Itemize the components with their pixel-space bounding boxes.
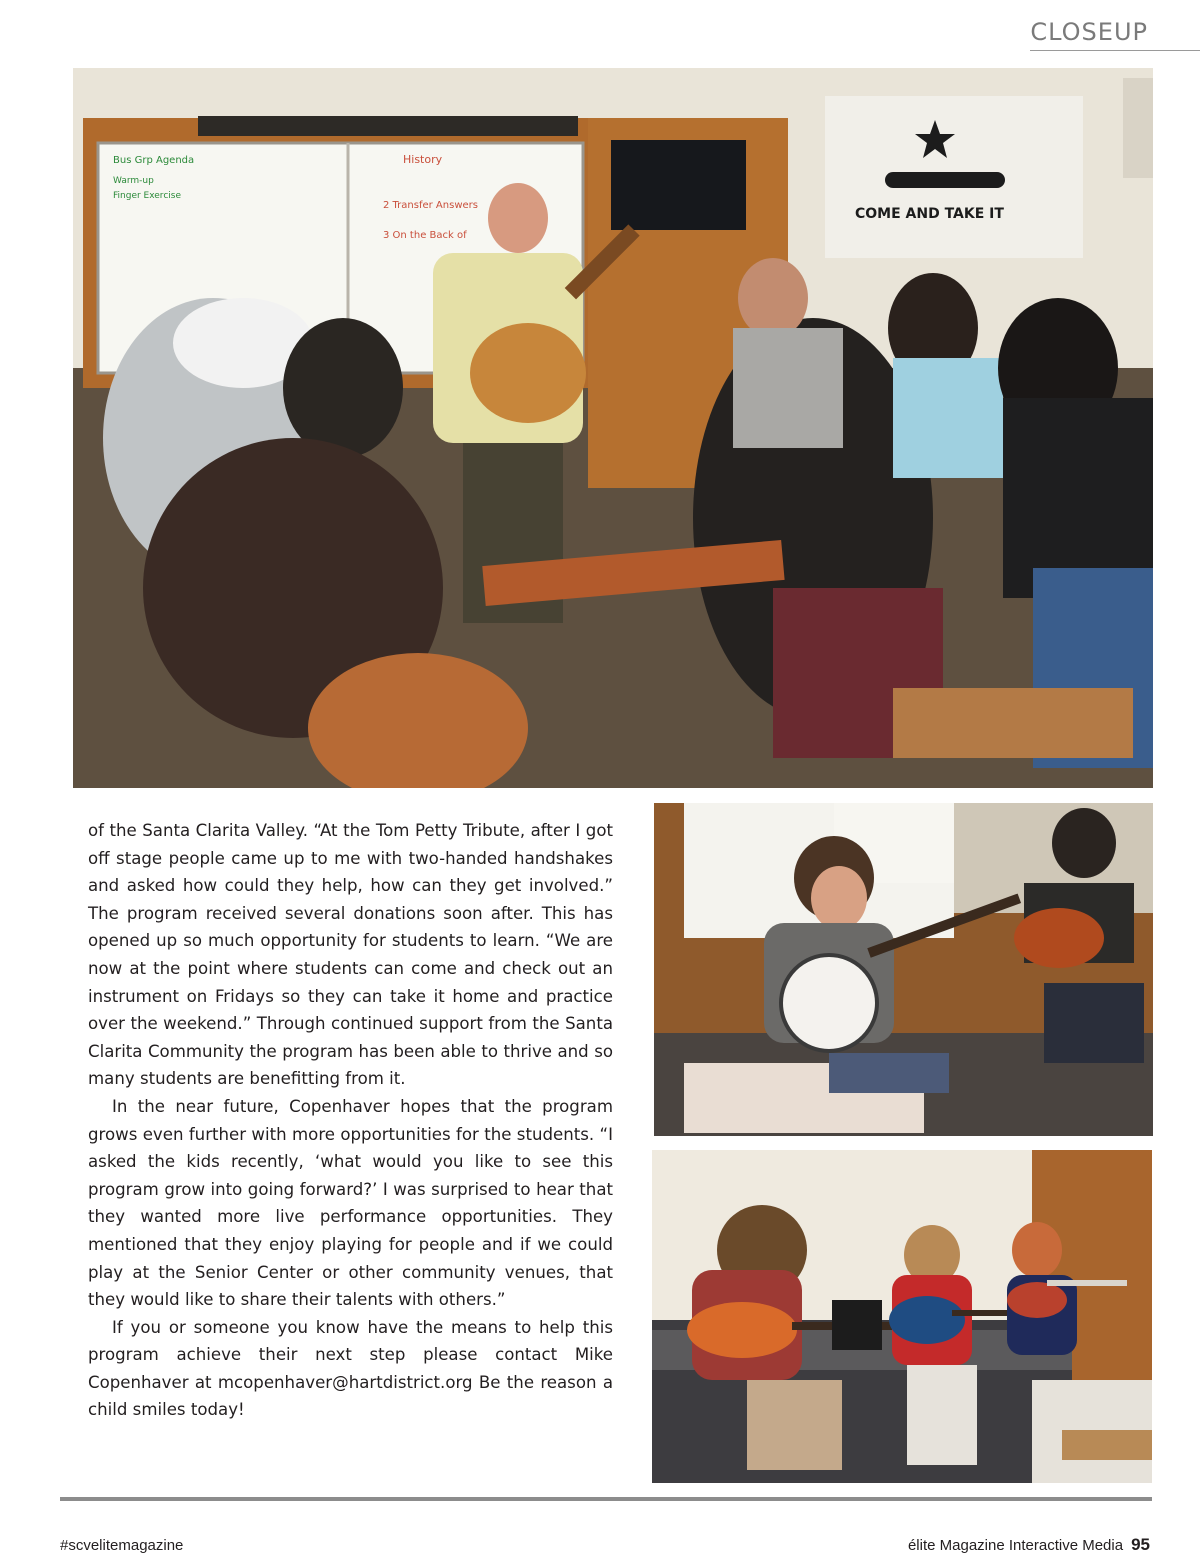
svg-text:Finger Exercise: Finger Exercise [113,191,181,201]
footer-publication [908,1535,1150,1555]
main-classroom-photo [73,68,1153,788]
header-rule [1030,50,1200,51]
footer-rule [60,1497,1152,1501]
svg-text:3 On the Back of: 3 On the Back of [383,230,467,241]
svg-text:Bus Grp Agenda: Bus Grp Agenda [113,155,195,166]
article-paragraph: In the near future, Copenhaver hopes that the program grows even further with more opportunities for the students. “I asked the kids recently, ‘what would you like to see this program grow into going forward?’ I was surprised to hear that they wanted more live performance opportunities. They mentioned that they enjoy playing for people and if we could play at the Senior Center or other community venues, that they would like to share their talents with others.” [88,1096,613,1310]
flag-text: COME AND TAKE IT [855,206,1004,222]
article-paragraph: If you or someone you know have the means to help this program achieve their next step please contact Mike Copenhaver at mcopenhaver@hartdistrict.org Be the reason a child smiles today! [88,1317,613,1420]
page-number: 95 [1131,1535,1150,1554]
svg-text:Warm-up: Warm-up [113,176,154,186]
footer-hashtag: #scvelitemagazine [60,1537,184,1554]
article-body [88,817,613,1424]
electric-guitar-photo [652,1150,1152,1483]
article-paragraph: of the Santa Clarita Valley. “At the Tom Petty Tribute, after I got off stage people came up to me with two-handed handshakes and asked how could they help, how can they get involved.” The program received several donations soon after. This has opened up so much opportunity for students to learn. “We are now at the point where students can come and check out an instrument on Fridays so they can take it home and practice over the weekend.” Through continued support from the Santa Clarita Community the program has been able to thrive and so many students are benefitting from it. [88,821,613,1089]
banjo-student-photo [654,803,1153,1136]
svg-text:2 Transfer Answers: 2 Transfer Answers [383,200,478,211]
svg-text:History: History [403,153,443,166]
section-label: CLOSEUP [1030,18,1148,46]
publication-name: élite Magazine Interactive Media [907,1537,1124,1554]
